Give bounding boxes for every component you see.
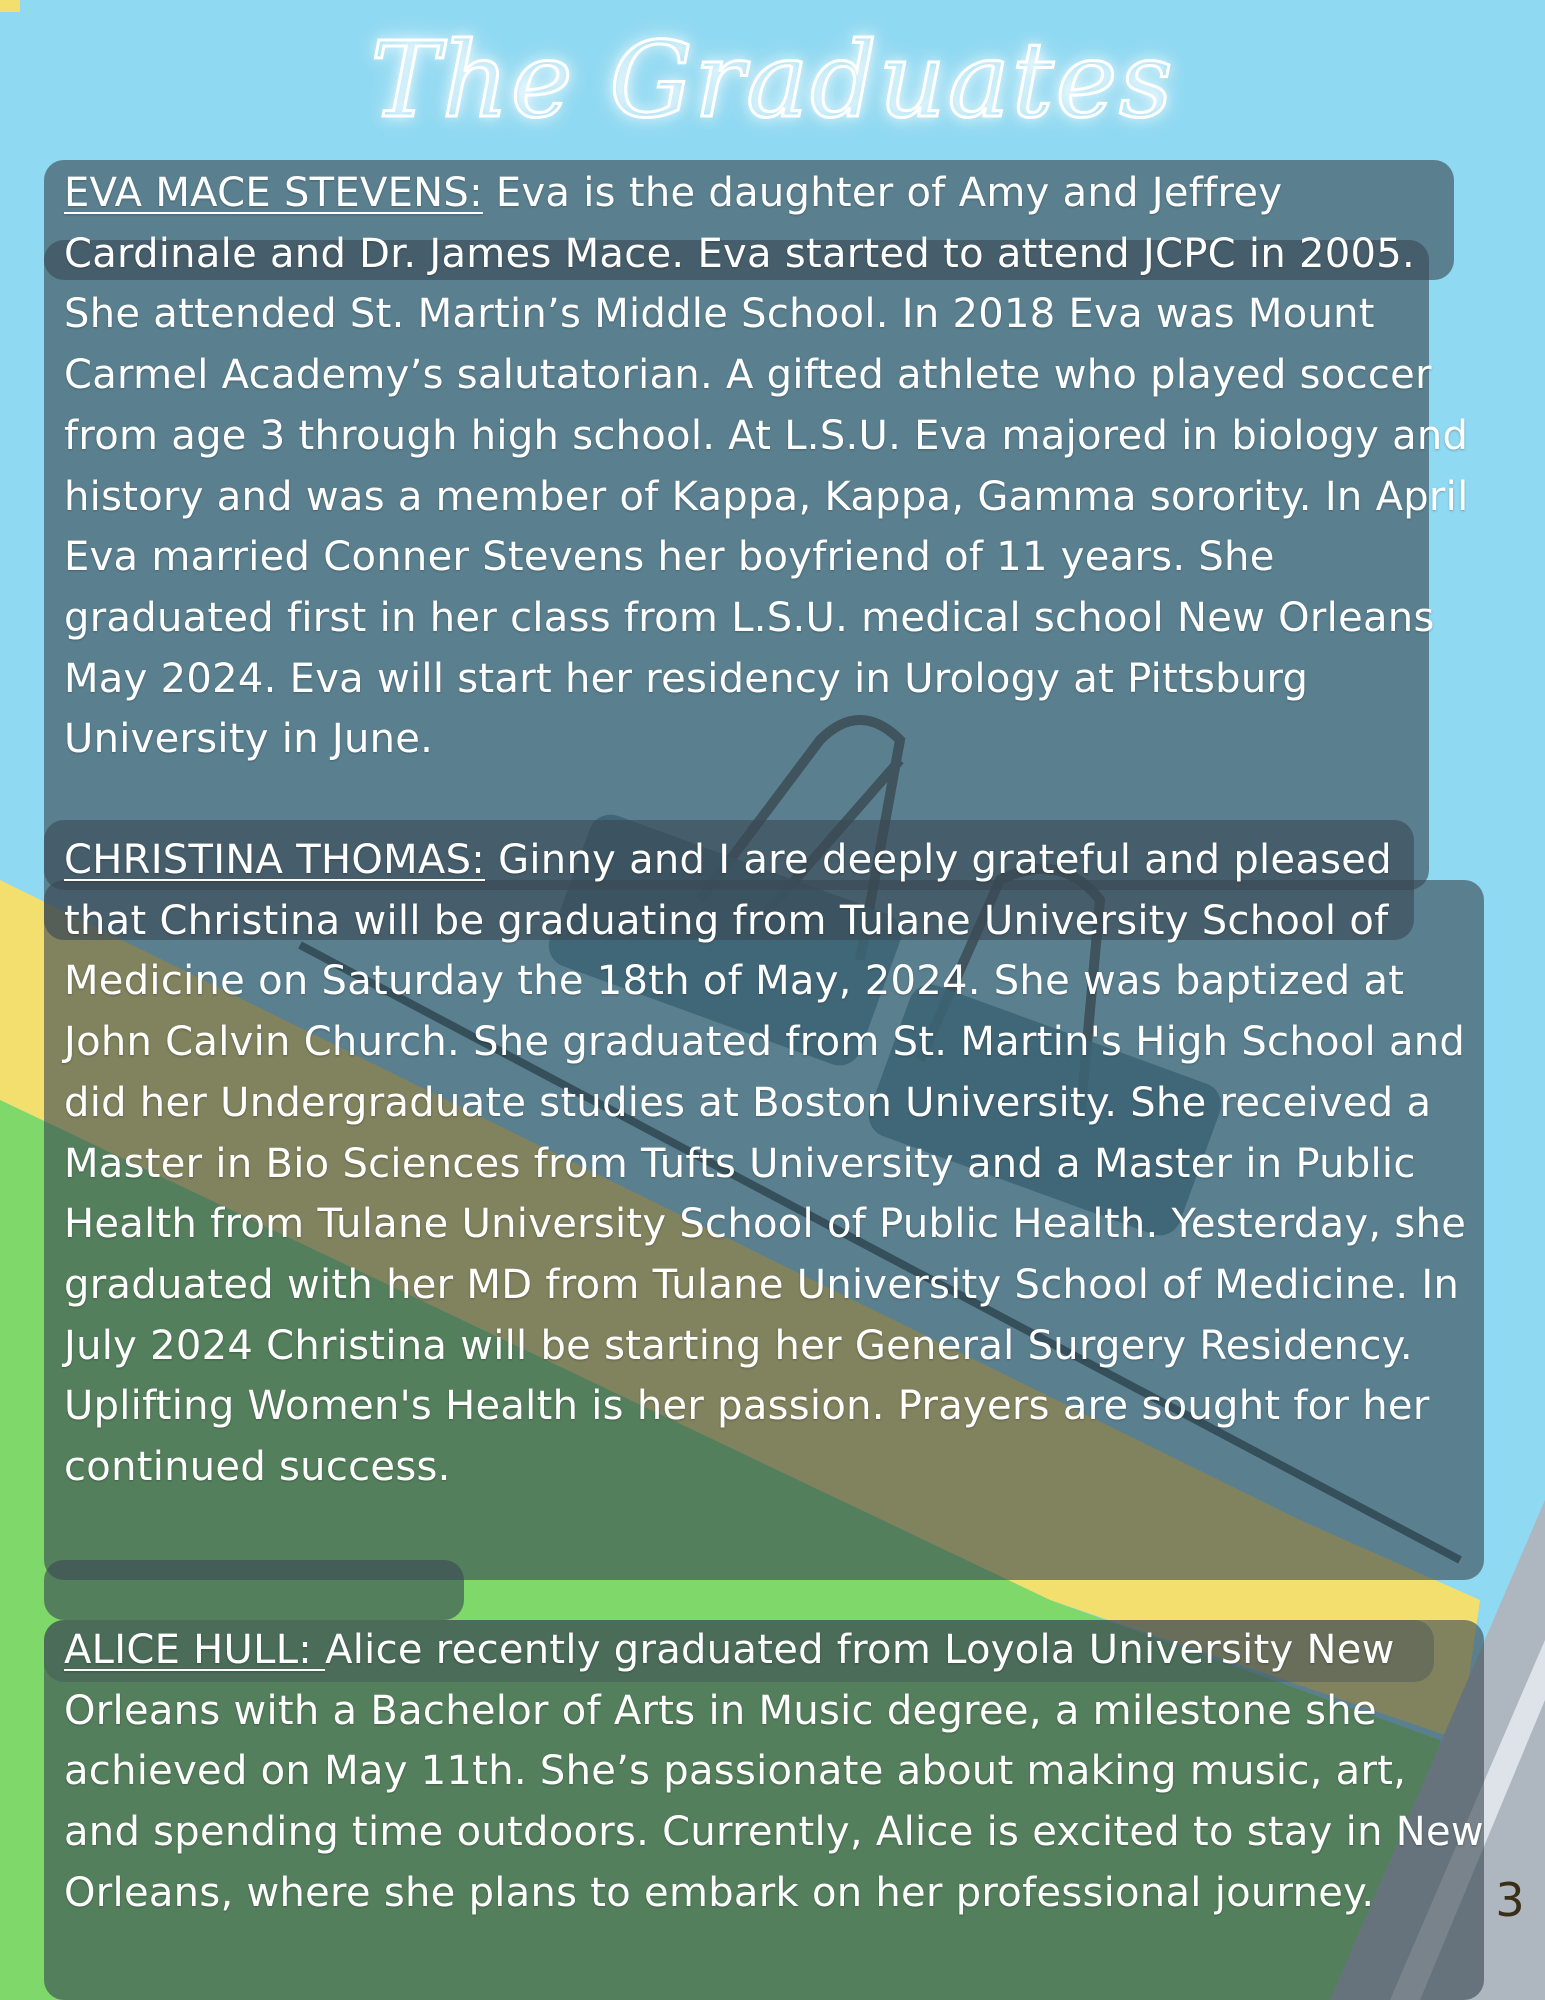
graduate-name: CHRISTINA THOMAS:: [64, 837, 486, 883]
graduate-entry-christina: [64, 830, 1484, 1498]
graduate-name: EVA MACE STEVENS:: [64, 170, 483, 216]
graduate-bio: Ginny and I are deeply grateful and pleased that Christina will be graduating from Tulane University School of Medicine on Saturday the 18th of May, 2024. She was baptized at John Calvin Church. She graduated from St. Martin's High School and did her Undergraduate studies at Boston University. She received a Master in Bio Sciences from Tufts University and a Master in Public Health from Tulane University School of Public Health. Yesterday, she graduated with her MD from Tulane University School of Medicine. In July 2024 Christina will be starting her General Surgery Residency. Uplifting Women's Health is her passion. Prayers are sought for her continued success.: [64, 837, 1467, 1491]
graduate-entry-eva: [64, 163, 1484, 770]
graduate-name: ALICE HULL:: [64, 1627, 326, 1673]
highlight-panel: [44, 1560, 464, 1620]
graduate-entry-alice: [64, 1620, 1484, 1924]
page-number: 3: [1495, 1873, 1525, 1927]
graduate-bio: Alice recently graduated from Loyola University New Orleans with a Bachelor of Arts in Music degree, a milestone she achieved on May 11th. She’s passionate about making music, art, and spending time outdoors. Currently, Alice is excited to stay in New Orleans, where she plans to embark on her professional journey.: [64, 1627, 1484, 1916]
page-title: The Graduates: [370, 19, 1175, 141]
graduate-bio: Eva is the daughter of Amy and Jeffrey Cardinale and Dr. James Mace. Eva started to attend JCPC in 2005. She attended St. Martin’s Middle School. In 2018 Eva was Mount Carmel Academy’s salutatorian. A gifted athlete who played soccer from age 3 through high school. At L.S.U. Eva majored in biology and history and was a member of Kappa, Kappa, Gamma sorority. In April Eva married Conner Stevens her boyfriend of 11 years. She graduated first in her class from L.S.U. medical school New Orleans May 2024. Eva will start her residency in Urology at Pittsburg University in June.: [64, 170, 1469, 763]
